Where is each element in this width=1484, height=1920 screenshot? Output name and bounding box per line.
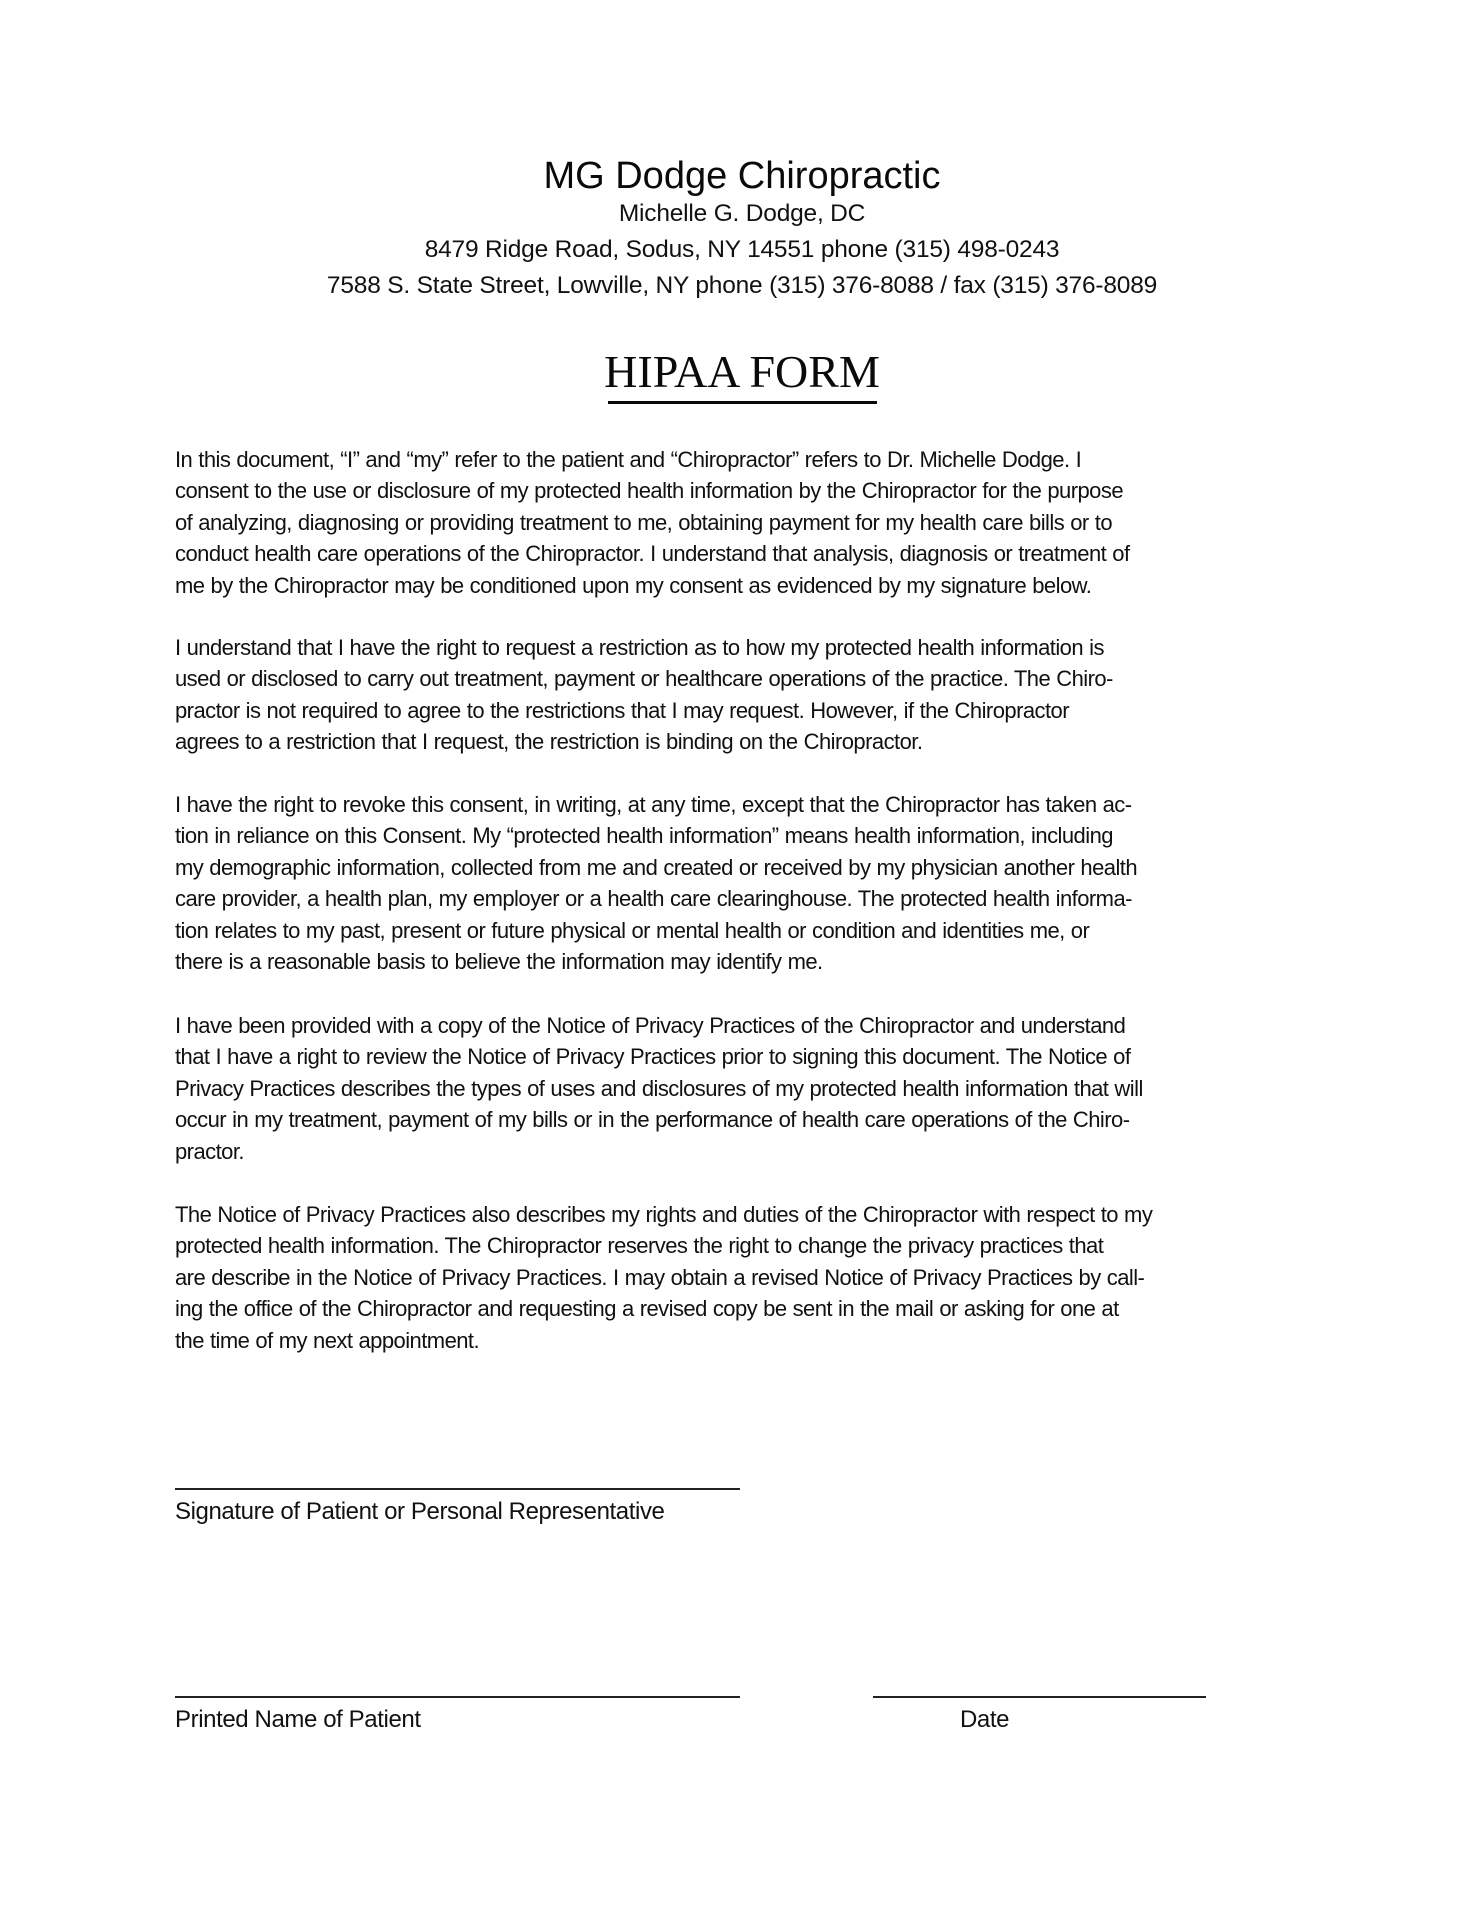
lowville-address: 7588 S. State Street, Lowville, NY phone (315) 376-8088 / fax (315) 376-8089 xyxy=(326,272,1158,299)
paragraph-notice-copy xyxy=(175,1010,1325,1167)
text-line: occur in my treatment, payment of my bills or in the performance of health care operations of the Chiro- xyxy=(175,1107,1130,1133)
sodus-address: 8479 Ridge Road, Sodus, NY 14551 phone (315) 498-0243 xyxy=(424,236,1060,263)
text-line: In this document, “I” and “my” refer to the patient and “Chiropractor” refers to Dr. Michelle Dodge. I xyxy=(175,447,1082,472)
signature-field-line[interactable] xyxy=(175,1488,740,1490)
form-title-underline xyxy=(608,401,877,404)
printed-name-field-line[interactable] xyxy=(175,1696,740,1698)
date-field-line[interactable] xyxy=(873,1696,1206,1698)
date-label: Date xyxy=(960,1706,1010,1733)
text-line: conduct health care operations of the Chiropractor. I understand that analysis, diagnosis or treatment of xyxy=(175,541,1130,567)
text-line: I understand that I have the right to request a restriction as to how my protected health information is xyxy=(175,635,1104,660)
text-line: agrees to a restriction that I request, the restriction is binding on the Chiropractor. xyxy=(175,729,923,755)
text-line: consent to the use or disclosure of my protected health information by the Chiropractor for the purpose xyxy=(175,478,1124,504)
text-line: ing the office of the Chiropractor and requesting a revised copy be sent in the mail or asking for one at xyxy=(175,1296,1119,1322)
signature-label: Signature of Patient or Personal Representative xyxy=(175,1498,665,1525)
text-line: care provider, a health plan, my employer or a health care clearinghouse. The protected health informa- xyxy=(175,886,1132,912)
text-line: The Notice of Privacy Practices also describes my rights and duties of the Chiropractor with respect to my xyxy=(175,1202,1153,1227)
text-line: the time of my next appointment. xyxy=(175,1327,480,1353)
text-line: my demographic information, collected from me and created or received by my physician another health xyxy=(175,854,1138,880)
form-title: HIPAA FORM xyxy=(604,346,880,397)
paragraph-consent xyxy=(175,444,1325,601)
text-line: me by the Chiropractor may be conditioned upon my consent as evidenced by my signature below. xyxy=(175,572,1092,598)
paragraph-restriction xyxy=(175,632,1325,758)
text-line: practor. xyxy=(175,1138,244,1164)
text-line: are describe in the Notice of Privacy Practices. I may obtain a revised Notice of Privacy Practices by call- xyxy=(175,1264,1145,1290)
text-line: protected health information. The Chiropractor reserves the right to change the privacy practices that xyxy=(175,1233,1104,1259)
text-line: I have the right to revoke this consent, in writing, at any time, except that the Chiropractor has taken ac- xyxy=(175,792,1132,817)
text-line: used or disclosed to carry out treatment, payment or healthcare operations of the practice. The Chiro- xyxy=(175,666,1113,692)
paragraph-notice-rights xyxy=(175,1199,1325,1356)
text-line: of analyzing, diagnosing or providing treatment to me, obtaining payment for my health care bills or to xyxy=(175,509,1113,535)
doctor-name: Michelle G. Dodge, DC xyxy=(618,200,866,227)
text-line: that I have a right to review the Notice of Privacy Practices prior to signing this document. The Notice of xyxy=(175,1044,1131,1070)
text-line: tion in reliance on this Consent. My “protected health information” means health information, including xyxy=(175,823,1113,849)
text-line: I have been provided with a copy of the Notice of Privacy Practices of the Chiropractor and understand xyxy=(175,1013,1126,1038)
text-line: Privacy Practices describes the types of uses and disclosures of my protected health information that will xyxy=(175,1075,1143,1101)
text-line: practor is not required to agree to the restrictions that I may request. However, if the Chiropractor xyxy=(175,697,1070,723)
paragraph-revoke xyxy=(175,789,1325,977)
practice-name: MG Dodge Chiropractic xyxy=(543,155,941,197)
printed-name-label: Printed Name of Patient xyxy=(175,1706,421,1733)
text-line: tion relates to my past, present or future physical or mental health or condition and identities me, or xyxy=(175,917,1090,943)
text-line: there is a reasonable basis to believe the information may identify me. xyxy=(175,949,823,975)
